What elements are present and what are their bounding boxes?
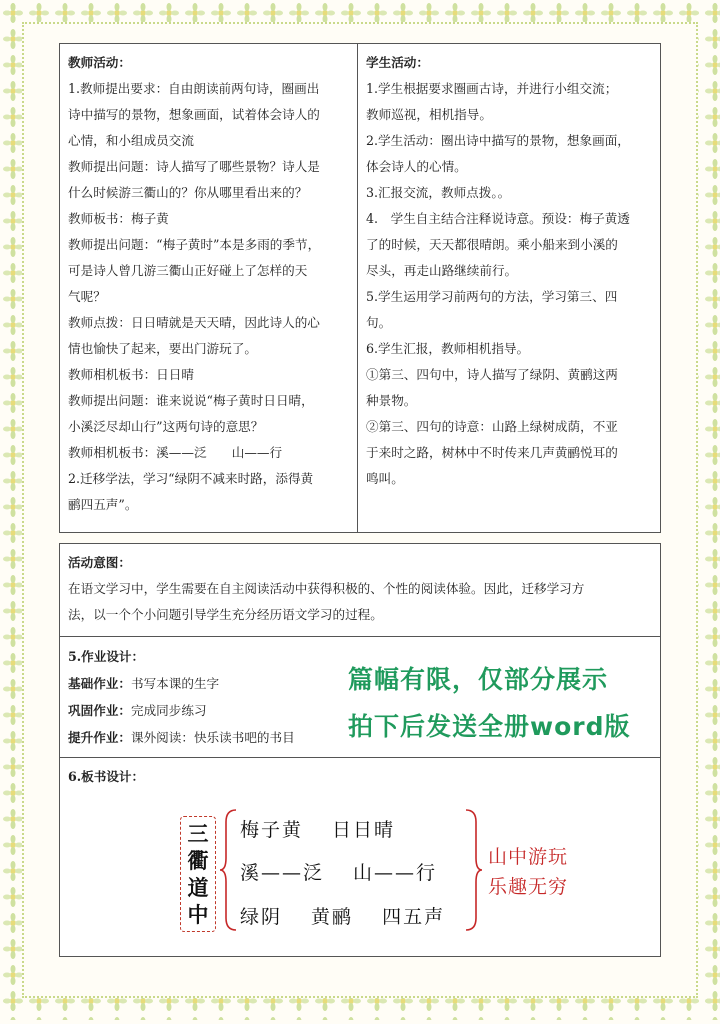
board-row-3: 绿阴 黄鹂 四五声	[240, 906, 446, 928]
board-title-char: 道	[187, 875, 209, 900]
teacher-header: 教师活动：	[68, 55, 131, 70]
homework-text: 书写本课的生字	[130, 676, 220, 691]
student-line: 了的时候，天天都很晴朗。乘小船来到小溪的	[366, 237, 618, 252]
board-header: 6.板书设计：	[68, 769, 145, 784]
teacher-line: 教师板书：梅子黄	[68, 211, 169, 226]
right-brace-icon	[464, 808, 484, 932]
student-line: 1.学生根据要求圈画古诗，并进行小组交流；	[366, 81, 618, 96]
board-summary-line: 乐趣无穷	[488, 876, 569, 898]
student-line: 体会诗人的心情。	[366, 159, 467, 174]
student-line: 于来时之路，树林中不时传来几声黄鹂悦耳的	[366, 445, 618, 460]
board-row-1: 梅子黄 日日晴	[240, 819, 396, 841]
homework-header: 5.作业设计：	[68, 649, 145, 664]
student-line: 句。	[366, 315, 392, 330]
student-line: ②第三、四句的诗意：山路上绿树成荫，不亚	[366, 419, 618, 434]
promo-line-1: 篇幅有限，仅部分展示	[348, 665, 609, 694]
teacher-line: 诗中描写的景物，想象画面，试着体会诗人的	[68, 107, 320, 122]
left-brace-icon	[218, 808, 238, 932]
teacher-line: 2.迁移学法，学习“绿阴不减来时路，添得黄	[68, 471, 314, 486]
teacher-line: 教师提出问题：谁来说说“梅子黄时日日晴，	[68, 393, 314, 408]
student-line: 4. 学生自主结合注释说诗意。预设：梅子黄透	[366, 211, 630, 226]
teacher-line: 教师提出问题：“梅子黄时”本是多雨的季节，	[68, 237, 321, 252]
board-title	[186, 820, 210, 928]
teacher-line: 小溪泛尽却山行”这两句诗的意思？	[68, 419, 264, 434]
student-line: 2.学生活动：圈出诗中描写的景物，想象画面，	[366, 133, 630, 148]
student-activity-cell	[357, 43, 661, 533]
homework-label: 巩固作业：	[68, 703, 131, 718]
teacher-line: 可是诗人曾几游三衢山正好碰上了怎样的天	[68, 263, 308, 278]
student-header: 学生活动：	[366, 55, 429, 70]
board-title-char: 衢	[187, 848, 209, 873]
homework-label: 提升作业：	[68, 730, 131, 745]
intent-line: 法，以一个个小问题引导学生充分经历语文学习的过程。	[68, 607, 383, 622]
board-row-2: 溪——泛 山——行	[240, 862, 438, 884]
teacher-line: 鹂四五声”。	[68, 497, 138, 512]
teacher-line: 情也愉快了起来，要出门游玩了。	[68, 341, 257, 356]
student-line: 6.学生汇报，教师相机指导。	[366, 341, 530, 356]
student-lines	[366, 76, 652, 492]
teacher-line: 什么时候游三衢山的？你从哪里看出来的？	[68, 185, 308, 200]
teacher-lines	[68, 76, 349, 518]
homework-text: 课外阅读：快乐读书吧的书目	[130, 730, 295, 745]
intent-lines	[68, 576, 652, 628]
homework-label: 基础作业：	[68, 676, 131, 691]
board-summary	[488, 842, 568, 902]
teacher-line: 1.教师提出要求：自由朗读前两句诗，圈画出	[68, 81, 320, 96]
student-line: 教师巡视，相机指导。	[366, 107, 492, 122]
intent-line: 在语文学习中，学生需要在自主阅读活动中获得积极的、个性的阅读体验。因此，迁移学习方	[68, 581, 585, 596]
intent-header: 活动意图：	[68, 555, 131, 570]
board-title-char: 三	[187, 821, 209, 846]
teacher-line: 气呢？	[68, 289, 106, 304]
student-line: ①第三、四句中，诗人描写了绿阴、黄鹂这两	[366, 367, 618, 382]
board-summary-line: 山中游玩	[488, 846, 569, 868]
teacher-activity-cell	[59, 43, 358, 533]
teacher-line: 教师提出问题：诗人描写了哪些景物？诗人是	[68, 159, 320, 174]
board-title-char: 中	[187, 902, 209, 927]
teacher-line: 心情，和小组成员交流	[68, 133, 194, 148]
student-line: 3.汇报交流，教师点拨。。	[366, 185, 511, 200]
teacher-line: 教师相机板书：溪——泛 山——行	[68, 445, 283, 460]
teacher-line: 教师点拨：日日晴就是天天晴，因此诗人的心	[68, 315, 320, 330]
student-line: 尽头，再走山路继续前行。	[366, 263, 518, 278]
student-line: 种景物。	[366, 393, 417, 408]
teacher-line: 教师相机板书：日日晴	[68, 367, 194, 382]
student-line: 鸣叫。	[366, 471, 404, 486]
homework-text: 完成同步练习	[130, 703, 207, 718]
student-line: 5.学生运用学习前两句的方法，学习第三、四	[366, 289, 618, 304]
activity-intent-cell	[59, 543, 661, 637]
promo-line-2: 拍下后发送全册word版	[348, 712, 631, 741]
